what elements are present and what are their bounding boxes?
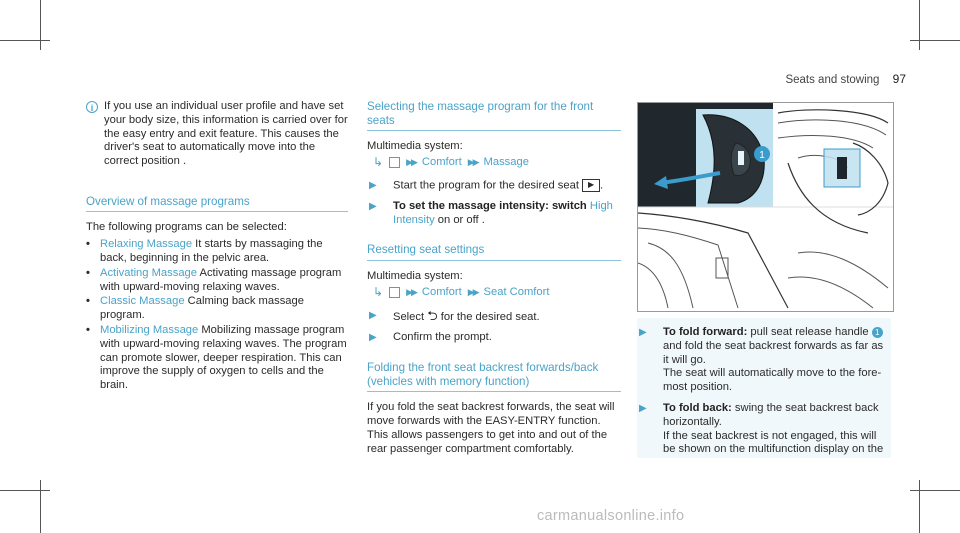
play-icon: ▶	[582, 179, 600, 192]
step: ▶ Confirm the prompt.	[369, 331, 492, 344]
info-note	[86, 100, 348, 169]
section-name: Seats and stowing	[785, 74, 880, 86]
home-icon	[389, 157, 400, 168]
program-name: Classic Massage	[100, 295, 185, 308]
resetting-title: Resetting seat settings	[367, 243, 621, 261]
back-icon: ⮌	[427, 307, 438, 323]
folding-text: If you fold the seat backrest forwards, the seat will move forwards with the EASY-ENTRY function. This allows passengers to get into and out of the rear passenger compartment comfortably.	[367, 401, 615, 455]
path-item: Comfort	[421, 285, 462, 298]
program-name: Activating Massage	[100, 266, 198, 279]
menu-path	[373, 286, 621, 300]
step-arrow-icon: ▶	[369, 332, 377, 344]
program-description: It starts by massaging the back, beginning in the pelvic area.	[100, 238, 323, 265]
crop-mark	[0, 490, 50, 491]
seat-drawing	[638, 103, 893, 311]
menu-path	[373, 156, 621, 170]
page-header	[785, 72, 906, 86]
chevron-icon: ▶▶	[406, 156, 416, 167]
info-note-text: If you use an individual user profile and have set your body size, this information is carried over for the easy entry and exit feature. This causes the driver's seat to automatically move into the correct position .	[104, 100, 348, 168]
step-arrow-icon: ▶	[369, 200, 377, 212]
path-item: Comfort	[421, 155, 462, 168]
chevron-icon: ▶▶	[467, 286, 478, 297]
path-arrow-icon: ↳	[373, 284, 384, 299]
seat-illustration	[637, 102, 894, 312]
list-item: • Classic Massage Calming back massage program.	[86, 295, 304, 322]
program-description: Mobilizing massage program with upward-moving relaxing waves. The program can promote slower, deeper respiration. This can improve the supply of oxygen to cells and the brain.	[100, 324, 347, 392]
program-name: Mobilizing Massage	[100, 324, 199, 337]
list-item: • Relaxing Massage It starts by massaging the back, beginning in the pelvic area.	[86, 238, 323, 265]
crop-mark	[40, 0, 41, 50]
column-left	[86, 100, 348, 394]
callout-marker: 1	[872, 327, 883, 338]
list-item: • Mobilizing Massage Mobilizing massage program with upward-moving relaxing waves. The program can promote slower, deeper respiration. This can improve the supply of oxygen to cells and the brain.	[86, 324, 347, 392]
path-item: Massage	[483, 155, 529, 168]
system-label: Multimedia system:	[367, 140, 463, 152]
folding-title: Folding the front seat backrest forwards/back (vehicles with memory function)	[367, 361, 621, 392]
chevron-icon: ▶▶	[467, 156, 478, 167]
chevron-icon: ▶▶	[406, 286, 416, 297]
step-arrow-icon: ▶	[639, 327, 647, 338]
column-right	[637, 326, 891, 464]
program-name: Relaxing Massage	[100, 238, 193, 251]
callout-number: 1	[759, 150, 765, 161]
step-arrow-icon: ▶	[369, 309, 377, 321]
program-description: Activating massage program with upward-moving relaxing waves.	[100, 266, 342, 293]
option-name: High Intensity	[393, 199, 613, 226]
step: ▶ To fold forward: pull seat release handle 1 and fold the seat backrest forwards as far as it will go. The seat will automatically move to the fore-most position.	[639, 326, 884, 394]
list-item: • Activating Massage Activating massage program with upward-moving relaxing waves.	[86, 266, 342, 293]
step-arrow-icon: ▶	[639, 402, 647, 414]
selecting-title: Selecting the massage program for the front seats	[367, 100, 621, 131]
crop-mark	[0, 40, 50, 41]
watermark: carmanualsonline.info	[537, 508, 685, 524]
system-label: Multimedia system:	[367, 269, 463, 282]
info-icon: i	[86, 101, 98, 113]
step: ▶ To fold back: swing the seat backrest back horizontally. If the seat backrest is not engaged, this will be shown on the multifunction display on the	[639, 401, 884, 456]
crop-mark	[910, 40, 960, 41]
column-middle	[367, 100, 621, 456]
program-description: Calming back massage program.	[100, 295, 304, 322]
overview-title: Overview of massage programs	[86, 195, 348, 213]
step: ▶ To set the massage intensity: switch High Intensity on or off .	[369, 199, 613, 226]
crop-mark	[919, 0, 920, 50]
path-arrow-icon: ↳	[373, 154, 384, 169]
step: ▶ Select ⮌ for the desired seat.	[369, 307, 540, 323]
crop-mark	[919, 480, 920, 533]
step: ▶ Start the program for the desired seat ▶ .	[369, 179, 604, 192]
crop-mark	[910, 490, 960, 491]
home-icon	[389, 287, 400, 298]
crop-mark	[40, 480, 41, 533]
path-item: Seat Comfort	[483, 285, 550, 298]
page-number: 97	[892, 72, 906, 86]
overview-intro: The following programs can be selected:	[86, 221, 287, 234]
step-arrow-icon: ▶	[369, 179, 377, 191]
